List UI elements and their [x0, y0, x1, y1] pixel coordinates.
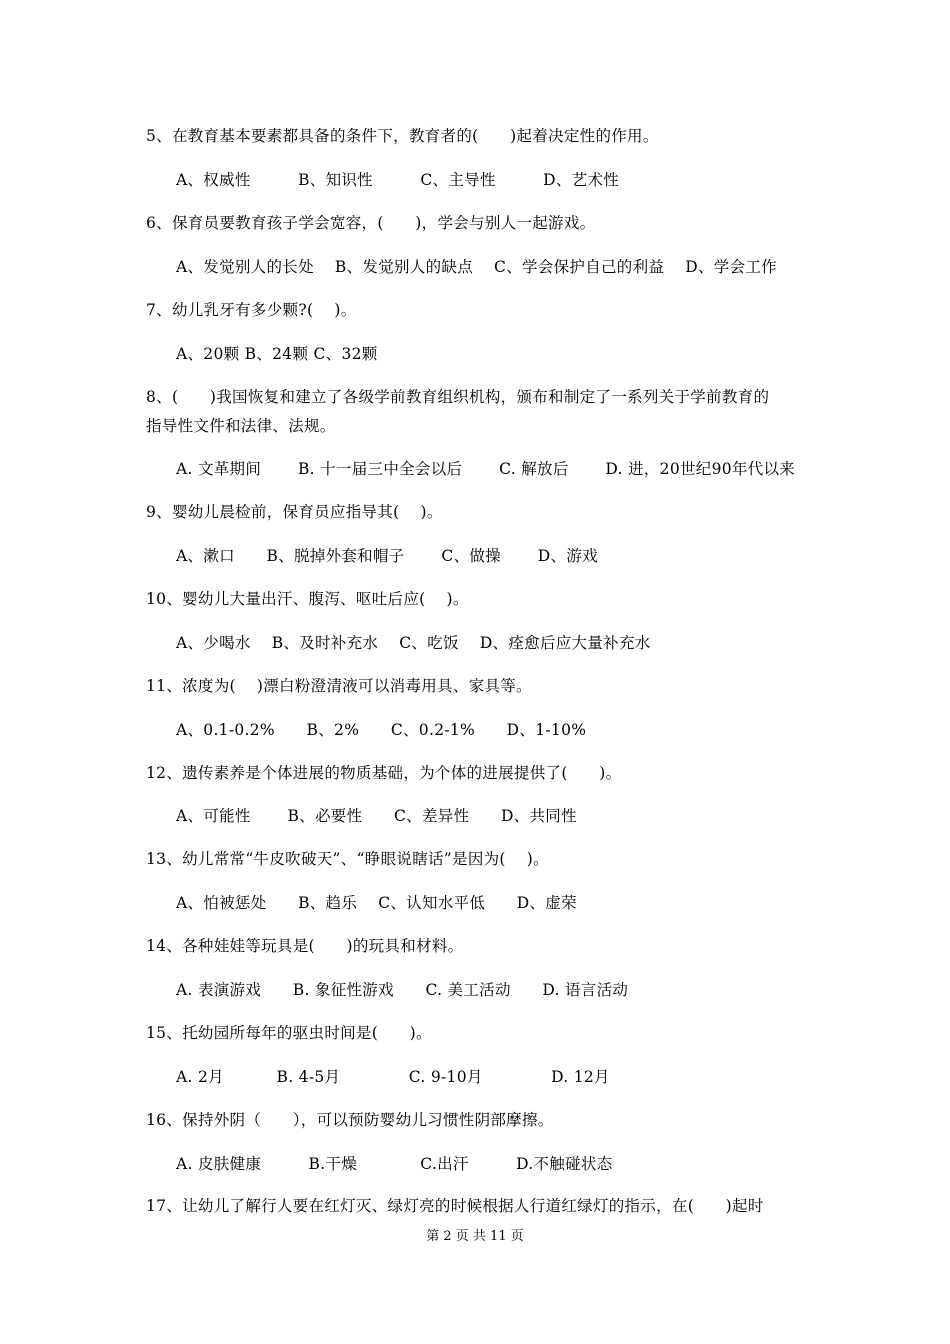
question-10-stem: 10、婴幼儿大量出汗、腹泻、呕吐后应( )。	[146, 590, 469, 608]
question-9-options: A、漱口 B、脱掉外套和帽子 C、做操 D、游戏	[176, 547, 598, 565]
question-12-stem: 12、遗传素养是个体进展的物质基础，为个体的进展提供了( )。	[146, 764, 622, 782]
question-11-options: A、0.1-0.2% B、2% C、0.2-1% D、1-10%	[176, 721, 587, 739]
question-8-stem-continued: 指导性文件和法律、法规。	[146, 417, 336, 435]
question-16-options: A. 皮肤健康 B.干燥 C.出汗 D.不触碰状态	[176, 1155, 613, 1173]
page-footer: 第 2 页 共 11 页	[426, 1229, 524, 1244]
question-13-stem: 13、幼儿常常“牛皮吹破天”、“睁眼说瞎话”是因为( )。	[146, 850, 549, 868]
question-6-options: A、发觉别人的长处 B、发觉别人的缺点 C、学会保护自己的利益 D、学会工作	[176, 258, 777, 276]
question-6-stem: 6、保育员要教育孩子学会宽容，( )，学会与别人一起游戏。	[146, 214, 596, 232]
question-5-stem: 5、在教育基本要素都具备的条件下，教育者的( )起着决定性的作用。	[146, 127, 659, 145]
question-8-options: A. 文革期间 B. 十一届三中全会以后 C. 解放后 D. 进，20世纪90年代以来	[176, 460, 796, 478]
question-14-stem: 14、各种娃娃等玩具是( )的玩具和材料。	[146, 937, 464, 955]
question-7-options: A、20颗 B、24颗 C、32颗	[176, 345, 378, 363]
question-8-stem: 8、( )我国恢复和建立了各级学前教育组织机构，颁布和制定了一系列关于学前教育的	[146, 388, 770, 406]
question-13-options: A、怕被惩处 B、趋乐 C、认知水平低 D、虚荣	[176, 894, 577, 912]
question-9-stem: 9、婴幼儿晨检前，保育员应指导其( )。	[146, 503, 443, 521]
question-12-options: A、可能性 B、必要性 C、差异性 D、共同性	[176, 807, 577, 825]
question-15-options: A. 2月 B. 4-5月 C. 9-10月 D. 12月	[176, 1068, 610, 1086]
question-16-stem: 16、保持外阴（ ），可以预防婴幼儿习惯性阴部摩擦。	[146, 1111, 554, 1129]
question-5-options: A、权威性 B、知识性 C、主导性 D、艺术性	[176, 171, 620, 189]
question-15-stem: 15、托幼园所每年的驱虫时间是( )。	[146, 1024, 432, 1042]
question-10-options: A、少喝水 B、及时补充水 C、吃饭 D、痊愈后应大量补充水	[176, 634, 651, 652]
question-11-stem: 11、浓度为( )漂白粉澄清液可以消毒用具、家具等。	[146, 677, 532, 695]
question-14-options: A. 表演游戏 B. 象征性游戏 C. 美工活动 D. 语言活动	[176, 981, 629, 999]
question-7-stem: 7、幼儿乳牙有多少颗?( )。	[146, 301, 357, 319]
question-17-stem: 17、让幼儿了解行人要在红灯灭、绿灯亮的时候根据人行道红绿灯的指示，在( )起时	[146, 1197, 764, 1215]
